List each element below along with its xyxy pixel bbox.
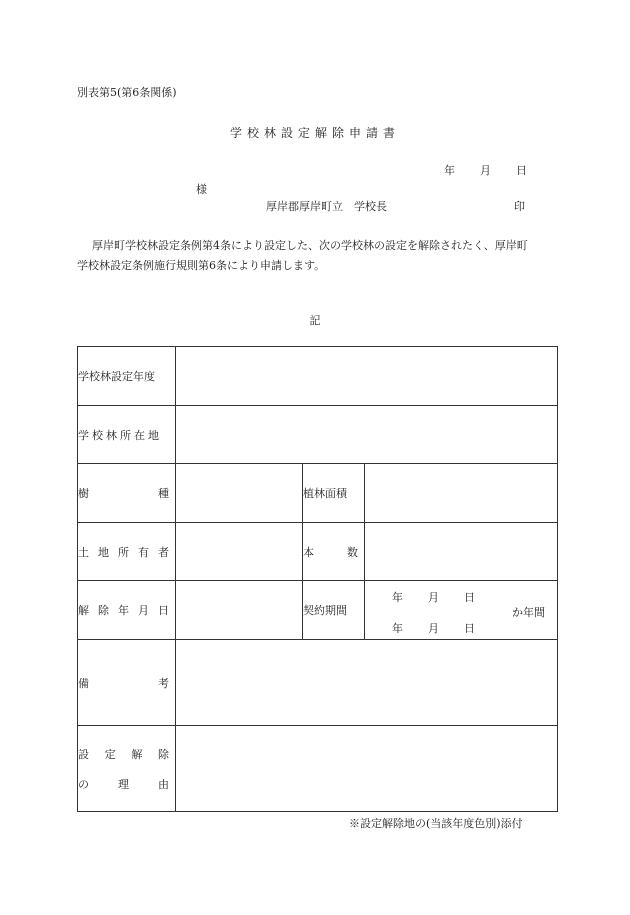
row-release-date bbox=[78, 581, 558, 640]
label-remarks bbox=[78, 640, 176, 726]
row-reason bbox=[78, 726, 558, 812]
label-planted-area: 植林面積 bbox=[303, 464, 365, 523]
field-establish-year[interactable] bbox=[176, 347, 558, 406]
label-remarks-b: 考 bbox=[158, 676, 169, 690]
form-reference: 別表第5(第6条関係) bbox=[77, 86, 177, 99]
field-planted-area[interactable] bbox=[365, 464, 558, 523]
field-reason[interactable] bbox=[176, 726, 558, 812]
field-release-date[interactable] bbox=[176, 581, 303, 640]
date-year: 年 bbox=[444, 164, 455, 177]
row-location bbox=[78, 406, 558, 464]
label-owner-char-5: 者 bbox=[158, 545, 169, 559]
label-species-a: 樹 bbox=[78, 487, 89, 500]
row-species bbox=[78, 464, 558, 523]
label-release-char-3: 年 bbox=[118, 604, 129, 617]
row-remarks bbox=[78, 640, 558, 726]
label-remarks-a: 備 bbox=[78, 676, 89, 690]
ki-heading: 記 bbox=[309, 314, 321, 327]
row-owner bbox=[78, 523, 558, 581]
label-reason bbox=[78, 726, 176, 812]
label-location-text: 学校林所在地 bbox=[78, 428, 162, 442]
period-end-day: 日 bbox=[464, 622, 475, 635]
label-release-char-2: 除 bbox=[98, 604, 109, 617]
body-text-line-1: 厚岸町学校林設定条例第4条により設定した、次の学校林の設定を解除されたく、厚岸町 bbox=[92, 239, 528, 252]
label-count-b: 数 bbox=[347, 545, 358, 559]
field-count[interactable] bbox=[365, 523, 558, 581]
label-owner bbox=[78, 523, 176, 581]
label-release-char-1: 解 bbox=[78, 604, 89, 617]
field-owner[interactable] bbox=[176, 523, 303, 581]
addressee-suffix: 様 bbox=[196, 183, 207, 196]
label-count-a: 本 bbox=[303, 545, 314, 559]
period-end-year: 年 bbox=[392, 622, 403, 635]
date-month: 月 bbox=[480, 164, 491, 177]
footnote: ※設定解除地の(当該年度色別)添付 bbox=[349, 817, 523, 830]
date-line bbox=[444, 162, 527, 178]
label-owner-char-1: 土 bbox=[78, 545, 89, 559]
document-title: 学校林設定解除申請書 bbox=[229, 126, 400, 140]
body-text-line-2: 学校林設定条例施行規則第6条により申請します。 bbox=[77, 259, 326, 272]
period-start-year: 年 bbox=[392, 591, 403, 604]
date-day: 日 bbox=[516, 164, 527, 177]
period-start-month: 月 bbox=[428, 591, 439, 604]
label-reason-char-5: の bbox=[78, 777, 89, 791]
label-location bbox=[78, 406, 176, 464]
seal-mark: 印 bbox=[514, 200, 525, 213]
field-contract-period[interactable] bbox=[365, 581, 558, 640]
label-species-b: 種 bbox=[158, 487, 169, 500]
field-remarks[interactable] bbox=[176, 640, 558, 726]
period-start-day: 日 bbox=[464, 591, 475, 604]
application-form-table bbox=[77, 346, 558, 812]
label-release-char-4: 月 bbox=[138, 604, 149, 617]
label-owner-char-4: 有 bbox=[138, 545, 149, 559]
label-contract-period: 契約期間 bbox=[303, 581, 365, 640]
label-release-date bbox=[78, 581, 176, 640]
label-reason-char-4: 除 bbox=[157, 747, 169, 761]
period-end-month: 月 bbox=[428, 622, 439, 635]
label-count bbox=[303, 523, 365, 581]
row-establish-year bbox=[78, 347, 558, 406]
label-establish-year: 学校林設定年度 bbox=[78, 347, 176, 406]
sender-line: 厚岸郡厚岸町立 学校長 bbox=[266, 200, 387, 213]
label-release-char-5: 日 bbox=[158, 604, 169, 617]
label-reason-char-7: 由 bbox=[158, 777, 169, 791]
field-species[interactable] bbox=[176, 464, 303, 523]
period-end bbox=[392, 620, 500, 636]
period-start bbox=[392, 589, 500, 605]
label-owner-char-2: 地 bbox=[98, 545, 109, 559]
label-owner-char-3: 所 bbox=[118, 545, 129, 559]
label-reason-char-1: 設 bbox=[78, 747, 89, 761]
label-reason-char-6: 理 bbox=[118, 777, 129, 791]
field-location[interactable] bbox=[176, 406, 558, 464]
period-duration: か年間 bbox=[512, 606, 546, 619]
label-reason-char-3: 解 bbox=[131, 747, 143, 761]
label-reason-char-2: 定 bbox=[104, 747, 116, 761]
label-species bbox=[78, 464, 176, 523]
